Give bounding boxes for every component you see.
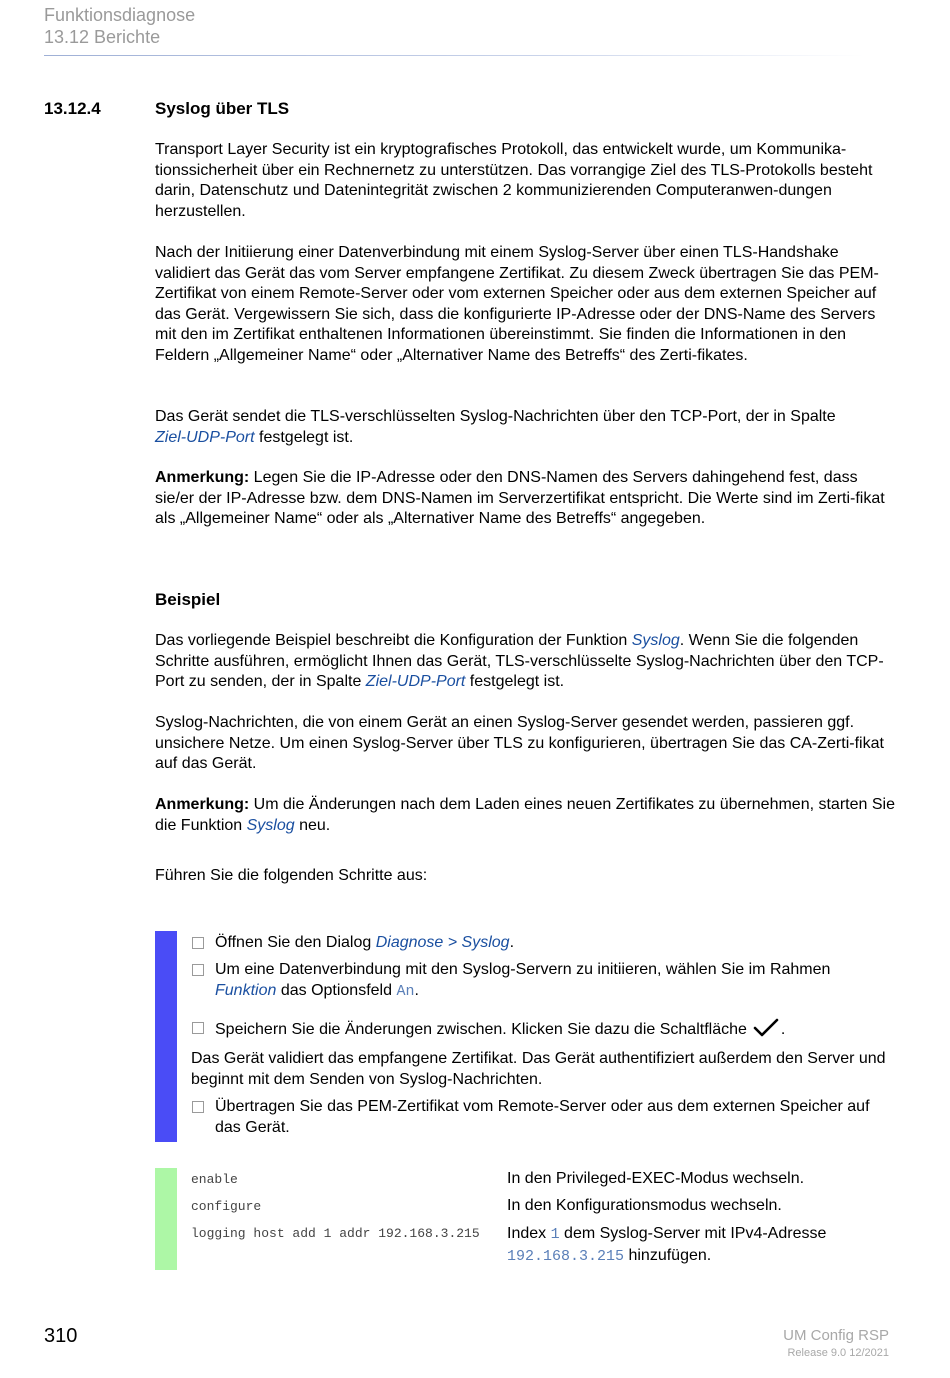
cli-description-text: Index: [507, 1225, 551, 1242]
function-reference: Syslog: [246, 816, 295, 834]
cli-command: configure: [191, 1199, 262, 1214]
cli-description-text: hinzufügen.: [624, 1246, 712, 1264]
checkbox-icon: [192, 937, 204, 949]
header-chapter: Funktionsdiagnose: [44, 5, 196, 25]
checkbox-icon: [192, 1101, 204, 1113]
paragraph-text: festgelegt ist.: [254, 428, 354, 446]
paragraph-text: . Wenn Sie die folgenden Schritte ausführen, ermöglicht Ihnen das Gerät, TLS-verschlüsselte Syslog-Nachrichten über den TCP-Port zu senden, der in Spalte: [155, 632, 884, 690]
paragraph-text: Das Gerät sendet die TLS-verschlüsselten Syslog-Nachrichten über den TCP-Port, der in Spalte: [155, 408, 836, 425]
example-heading: Beispiel: [155, 590, 221, 609]
step-text: Übertragen Sie das PEM-Zertifikat vom Remote-Server oder aus dem externen Speicher auf das Gerät.: [215, 1098, 870, 1136]
release-info: Release 9.0 12/2021: [787, 1347, 889, 1359]
paragraph-text: Syslog-Nachrichten, die von einem Gerät an einen Syslog-Server gesendet werden, passieren ggf. unsichere Netze. Um einen Syslog-Server über TLS zu konfigurieren, übertragen Sie das CA-Zerti-fikat auf das Gerät.: [155, 714, 884, 772]
step-text: Speichern Sie die Änderungen zwischen. Klicken Sie dazu die Schaltfläche: [215, 1021, 747, 1038]
paragraph-tls-intro: [155, 140, 895, 222]
cli-description: [507, 1224, 897, 1267]
step-item: [192, 1097, 892, 1138]
checkmark-icon: [753, 1018, 779, 1045]
checkbox-icon: [192, 1022, 204, 1034]
frame-reference: Funktion: [215, 981, 277, 999]
step-text: Öffnen Sie den Dialog: [215, 934, 376, 951]
note-label: Anmerkung:: [155, 469, 250, 486]
note-text: neu.: [294, 816, 331, 834]
steps-marker-bar: [155, 931, 177, 1142]
paragraph-text: Nach der Initiierung einer Datenverbindung mit einem Syslog-Server über einen TLS-Handshake validiert das Gerät das vom Server empfangene Zertifikat. Zu diesem Zweck übertragen Sie das PEM-Zertifikat von einem Remote-Server oder vom externen Speicher oder aus dem externen Speicher auf das Gerät. Vergewissern Sie sich, dass die konfigurierte IP-Adresse oder der DNS-Name des Servers mit den im Zertifikat enthaltenen Informationen übereinstimmt. Sie finden die Informationen in den Feldern „Allgemeiner Name“ oder „Alternativer Name des Betreffs“ des Zerti-fikates.: [155, 244, 879, 364]
note-text: Um die Änderungen nach dem Laden eines neuen Zertifikates zu übernehmen, starten Sie die Funktion: [155, 796, 895, 834]
column-reference: Ziel-UDP-Port: [155, 428, 255, 446]
step-text: .: [509, 934, 515, 951]
cli-command: enable: [191, 1172, 238, 1187]
step-text: .: [780, 1021, 786, 1038]
checkbox-icon: [192, 964, 204, 976]
result-text: Das Gerät validiert das empfangene Zertifikat. Das Gerät authentifiziert außerdem den Server und beginnt mit dem Senden von Syslog-Nachrichten.: [191, 1050, 886, 1088]
option-literal: An: [396, 982, 415, 1000]
function-reference: Syslog: [631, 632, 680, 649]
step-text: .: [414, 981, 419, 999]
ip-address-literal: 192.168.3.215: [507, 1247, 625, 1265]
cli-description: In den Konfigurationsmodus wechseln.: [507, 1197, 782, 1214]
header-divider: [44, 55, 864, 56]
paragraph-tcp-port: [155, 407, 895, 448]
cli-command: logging host add 1 addr 192.168.3.215: [191, 1226, 480, 1241]
step-text: das Optionsfeld: [276, 981, 397, 999]
step-result: [191, 1049, 891, 1090]
step-item: [192, 960, 892, 1002]
section-title: Syslog über TLS: [155, 99, 290, 118]
section-number: 13.12.4: [44, 99, 101, 118]
note-text: Legen Sie die IP-Adresse oder den DNS-Namen des Servers dahingehend fest, dass sie/er der IP-Adresse bzw. dem DNS-Namen im Serverzertifikat entspricht. Die Werte sind im Zerti-fikat als „Allgemeiner Name“ oder als „Alternativer Name des Betreffs“ angegeben.: [155, 469, 885, 527]
menu-path: Diagnose > Syslog: [375, 934, 510, 951]
step-item: [192, 1018, 892, 1045]
paragraph-unsafe-networks: [155, 713, 895, 775]
document-name: UM Config RSP: [783, 1327, 889, 1344]
running-header: [44, 4, 195, 48]
step-item: [192, 933, 892, 954]
note-label: Anmerkung:: [155, 796, 250, 813]
paragraph-handshake: [155, 243, 895, 366]
note-server-address: [155, 468, 895, 530]
paragraph-text: Transport Layer Security ist ein kryptografisches Protokoll, das entwickelt wurde, um Kommunika-tionssicherheit über ein Rechnernetz zu unterstützen. Das vorrangige Ziel des TLS-Protokolls besteht darin, Datenschutz und Datenintegrität zwischen 2 kommunizierenden Computeranwen-dungen herzustellen.: [155, 141, 873, 220]
paragraph-text: Das vorliegende Beispiel beschreibt die Konfiguration der Funktion: [155, 632, 632, 649]
cli-marker-bar: [155, 1168, 177, 1270]
steps-intro: [155, 866, 895, 887]
cli-description: In den Privileged-EXEC-Modus wechseln.: [507, 1170, 805, 1187]
page-number: 310: [44, 1325, 78, 1347]
header-section: 13.12 Berichte: [44, 27, 161, 47]
cli-description-text: dem Syslog-Server mit IPv4-Adresse: [559, 1225, 827, 1242]
step-text: Um eine Datenverbindung mit den Syslog-Servern zu initiieren, wählen Sie im Rahmen: [215, 961, 831, 978]
column-reference: Ziel-UDP-Port: [365, 673, 466, 690]
index-literal: 1: [550, 1226, 560, 1243]
note-restart-syslog: [155, 795, 895, 836]
paragraph-example-intro: [155, 631, 895, 693]
paragraph-text: festgelegt ist.: [465, 673, 565, 690]
paragraph-text: Führen Sie die folgenden Schritte aus:: [155, 867, 428, 884]
